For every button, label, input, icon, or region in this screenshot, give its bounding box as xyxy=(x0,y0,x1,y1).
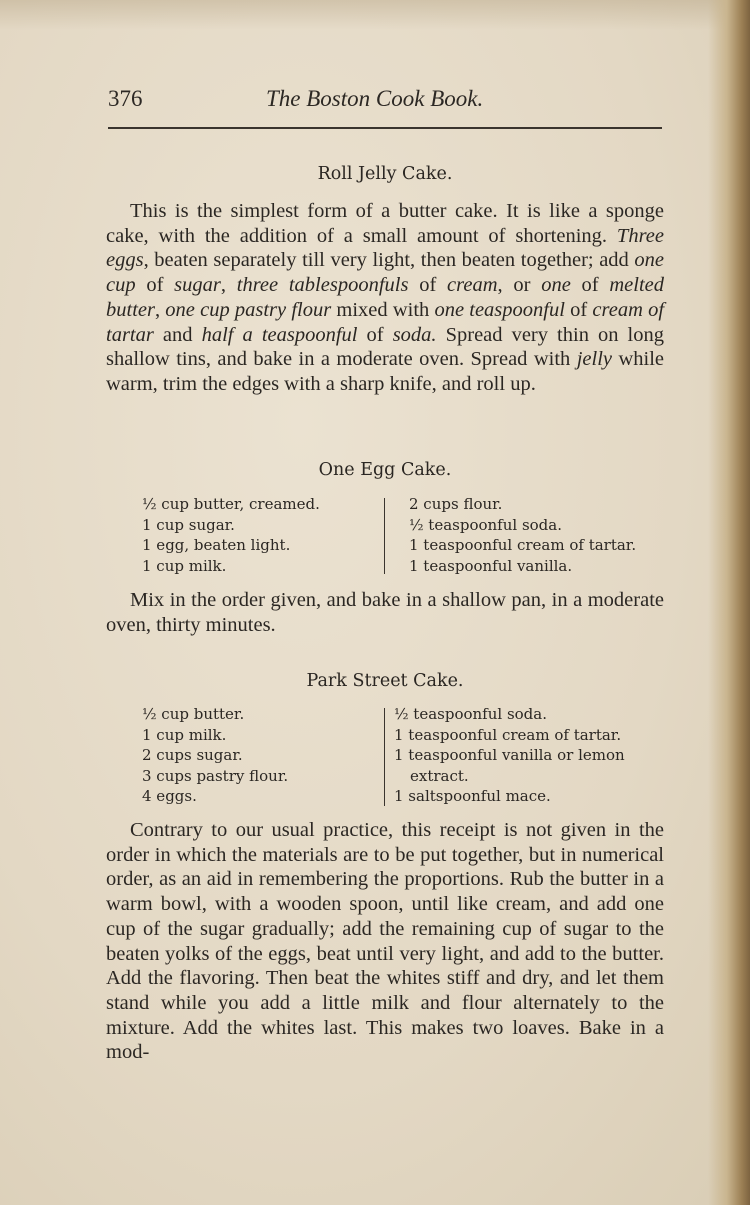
roll-jelly-cake-paragraph xyxy=(106,199,664,397)
body-text-run: Spread very thin on long shallow tins, and bake in a moderate oven. Spread with xyxy=(106,323,664,371)
ingredient-item: 1 egg, beaten light. xyxy=(142,536,291,554)
body-text-run: of xyxy=(564,298,593,321)
ingredient-item: ½ teaspoonful soda. xyxy=(409,515,562,534)
running-header xyxy=(108,86,662,120)
ingredient-item: 1 cup sugar. xyxy=(142,515,235,534)
body-text-run: of xyxy=(357,323,393,346)
ingredient-item: 2 cups flour. xyxy=(409,495,503,513)
one-egg-cake-ingredients-left xyxy=(142,494,320,576)
one-egg-cake-ingredients-right xyxy=(409,494,636,576)
body-text-run: , xyxy=(220,274,237,297)
ingredient-item: 1 cup milk. xyxy=(142,725,227,744)
recipe-heading-park-street-cake: Park Street Cake. xyxy=(306,671,464,691)
italic-ingredient-term: one cup pastry flour xyxy=(165,298,332,321)
body-text-run: , or xyxy=(497,274,542,297)
ingredient-item: 2 cups sugar. xyxy=(142,746,243,764)
italic-ingredient-term: three tablespoonfuls xyxy=(236,274,409,297)
page-spine-edge xyxy=(708,0,750,1205)
italic-ingredient-term: one teaspoonful xyxy=(434,298,565,321)
park-street-cake-instructions-text: Contrary to our usual practice, this receipt is not given in the order in which the materials are to be put together, but in numerical order, as an aid in remembering the proportions. Rub the butter in a warm bowl, with a wooden spoon, until like cream, and add one cup of the sugar gradually; add the remaining cup of sugar to the beaten yolks of the eggs, beat until very light, and add to the butter. Add the flavoring. Then beat the whites stiff and dry, and let them stand while you add a little milk and flour alternately to the mixture. Add the whites last. This makes two loaves. Bake in a mod- xyxy=(106,819,664,1064)
ingredient-column-divider xyxy=(384,708,385,806)
body-text-run: of xyxy=(570,274,610,297)
ingredient-item: ½ teaspoonful soda. xyxy=(394,705,547,723)
body-text-run: of xyxy=(135,274,175,297)
recipe-heading-roll-jelly-cake: Roll Jelly Cake. xyxy=(317,164,453,184)
italic-ingredient-term: jelly xyxy=(576,348,613,371)
ingredient-item: ½ cup butter, creamed. xyxy=(142,495,320,513)
ingredient-item: ½ cup butter. xyxy=(142,705,245,723)
ingredient-item: 1 teaspoonful vanilla or lemon xyxy=(394,746,625,764)
italic-ingredient-term: cream of tartar xyxy=(106,298,665,346)
ingredient-item: 4 eggs. xyxy=(142,787,197,805)
italic-ingredient-term: one xyxy=(541,274,571,297)
italic-ingredient-term: Three eggs xyxy=(106,224,664,272)
body-text-run: of xyxy=(408,274,448,297)
body-text-run: while warm, trim the edges with a sharp knife, and roll up. xyxy=(106,348,665,395)
italic-ingredient-term: half a teaspoonful xyxy=(201,323,358,346)
ingredient-item: 1 cup milk. xyxy=(142,556,227,575)
italic-ingredient-term: one cup xyxy=(106,249,664,297)
recipe-heading-one-egg-cake: One Egg Cake. xyxy=(318,460,452,480)
page-number: 376 xyxy=(108,86,143,111)
ingredient-item: 1 teaspoonful cream of tartar. xyxy=(409,536,637,554)
one-egg-cake-instructions-text: Mix in the order given, and bake in a shallow pan, in a moderate oven, thirty minutes. xyxy=(106,589,664,636)
park-street-cake-ingredients-right xyxy=(394,704,625,807)
italic-ingredient-term: cream xyxy=(447,274,498,297)
one-egg-cake-instructions xyxy=(106,588,664,637)
body-text-run: , xyxy=(154,298,166,321)
body-text-run: This is the simplest form of a butter cake. It is like a sponge cake, with the addition of a small amount of shortening. xyxy=(106,200,664,247)
italic-ingredient-term: soda. xyxy=(392,323,437,346)
ingredient-item: 1 saltspoonful mace. xyxy=(394,787,551,805)
park-street-cake-ingredients-left xyxy=(142,704,288,807)
ingredient-item: 1 teaspoonful vanilla. xyxy=(409,556,573,575)
body-text-run: mixed with xyxy=(331,298,435,321)
ingredient-item: 1 teaspoonful cream of tartar. xyxy=(394,725,622,744)
roll-jelly-cake-text xyxy=(106,199,664,397)
ingredient-item: 3 cups pastry flour. xyxy=(142,766,289,785)
italic-ingredient-term: melted butter xyxy=(106,274,665,321)
ingredient-item-continuation: extract. xyxy=(410,766,469,785)
body-text-run: , beaten separately till very light, then beaten together; add xyxy=(143,249,635,272)
page-top-shadow xyxy=(0,0,750,30)
header-rule xyxy=(108,127,662,129)
park-street-cake-instructions xyxy=(106,818,664,1065)
italic-ingredient-term: sugar xyxy=(174,274,221,297)
body-text-run: and xyxy=(153,323,202,346)
book-title: The Boston Cook Book. xyxy=(266,86,484,111)
ingredient-column-divider xyxy=(384,498,385,574)
